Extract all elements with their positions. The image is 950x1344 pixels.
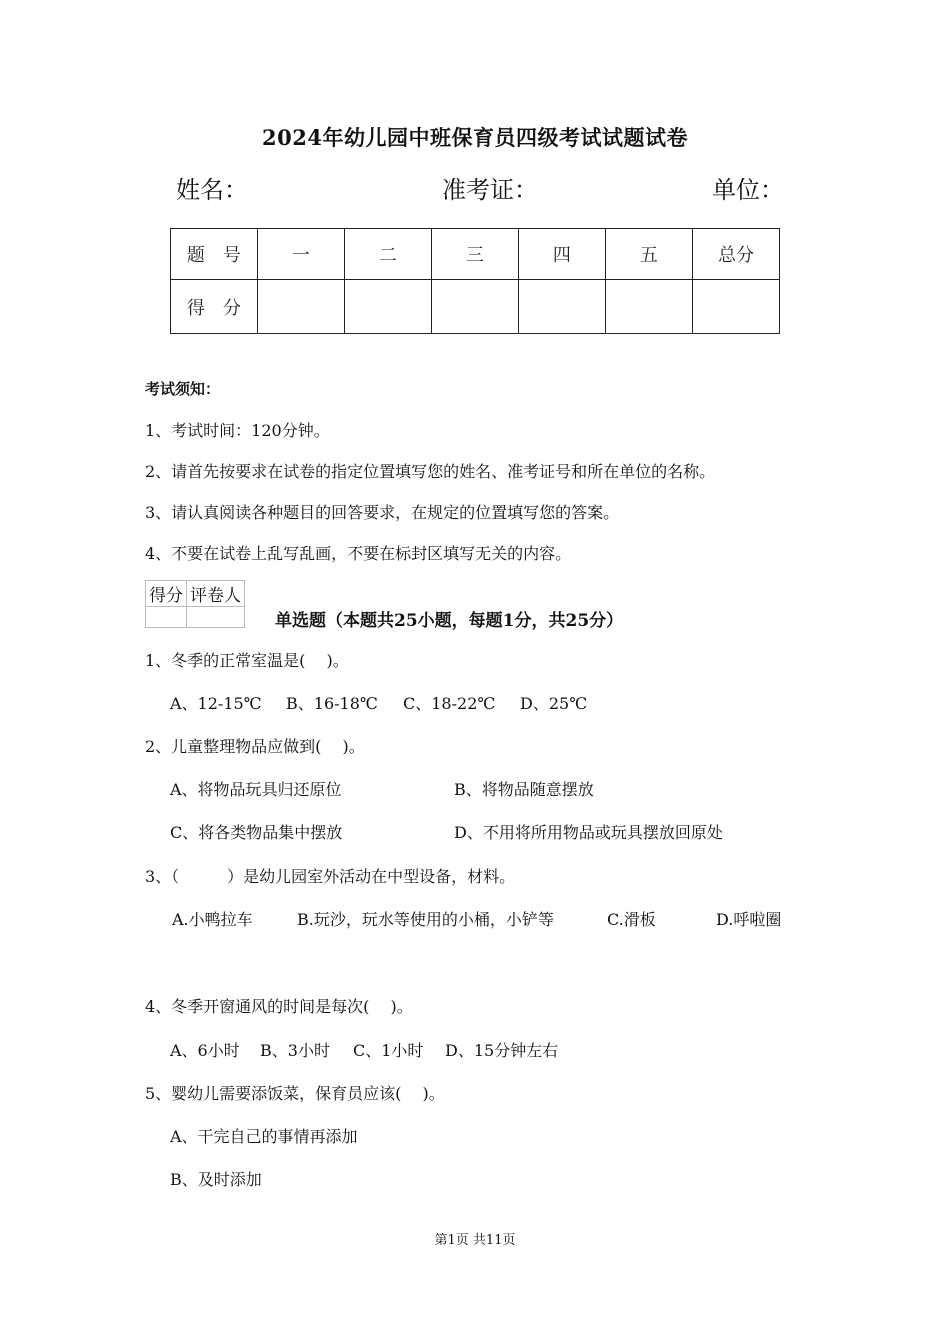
score-table-header-cell: 五	[605, 229, 692, 280]
grader-name-cell	[187, 607, 245, 628]
grader-box	[145, 580, 245, 628]
score-input-cell	[692, 280, 779, 334]
question-option: C.滑板	[607, 910, 656, 929]
score-table-header-cell: 三	[431, 229, 518, 280]
page-footer: 第1页 共11页	[434, 1233, 516, 1248]
question-option: B、16-18℃	[286, 694, 378, 713]
grader-score-cell	[146, 607, 187, 628]
score-table-score-row	[171, 280, 780, 334]
question-option: B、将物品随意摆放	[454, 780, 594, 799]
question-stem: 2、儿童整理物品应做到( )。	[145, 737, 365, 756]
grader-name-label: 评卷人	[187, 581, 245, 607]
score-table-header-cell: 一	[257, 229, 344, 280]
score-input-cell	[257, 280, 344, 334]
score-input-cell	[518, 280, 605, 334]
question-option: C、18-22℃	[403, 694, 496, 713]
score-input-cell	[605, 280, 692, 334]
score-table-header-cell: 题 号	[171, 229, 258, 280]
question-option: A、将物品玩具归还原位	[170, 780, 342, 799]
score-table-header-cell: 四	[518, 229, 605, 280]
score-table-header-cell: 二	[344, 229, 431, 280]
question-option: D、15分钟左右	[445, 1041, 559, 1060]
section-title: 单选题（本题共25小题，每题1分，共25分）	[275, 611, 624, 631]
question-option: D.呼啦圈	[716, 910, 782, 929]
score-input-cell	[344, 280, 431, 334]
notice-item: 1、考试时间：120分钟。	[145, 421, 330, 440]
question-option: D、不用将所用物品或玩具摆放回原处	[454, 823, 723, 842]
question-option: C、将各类物品集中摆放	[170, 823, 343, 842]
notice-heading: 考试须知：	[145, 380, 221, 398]
question-stem: 4、冬季开窗通风的时间是每次( )。	[145, 997, 413, 1016]
question-stem: 1、冬季的正常室温是( )。	[145, 651, 349, 670]
score-table-header-cell: 总分	[692, 229, 779, 280]
score-table	[170, 228, 780, 334]
score-row-label: 得 分	[171, 280, 258, 334]
question-option: A、干完自己的事情再添加	[170, 1127, 358, 1146]
exam-id-field-label: 准考证：	[442, 176, 538, 204]
question-stem: 3、（ ）是幼儿园室外活动在中型设备，材料。	[145, 867, 516, 886]
question-option: B、及时添加	[170, 1170, 262, 1189]
notice-item: 2、请首先按要求在试卷的指定位置填写您的姓名、准考证号和所在单位的名称。	[145, 462, 716, 481]
question-option: A、12-15℃	[170, 694, 262, 713]
score-table-header-row	[171, 229, 780, 280]
question-option: A.小鸭拉车	[172, 910, 253, 929]
question-option: A、6小时	[170, 1041, 240, 1060]
unit-field-label: 单位：	[712, 176, 784, 204]
notice-item: 4、不要在试卷上乱写乱画，不要在标封区填写无关的内容。	[145, 544, 572, 563]
question-option: B、3小时	[260, 1041, 330, 1060]
score-input-cell	[431, 280, 518, 334]
question-option: C、1小时	[353, 1041, 424, 1060]
question-option: D、25℃	[520, 694, 588, 713]
exam-title: 2024年幼儿园中班保育员四级考试试题试卷	[262, 125, 688, 150]
grader-score-label: 得分	[146, 581, 187, 607]
question-option: B.玩沙，玩水等使用的小桶，小铲等	[297, 910, 554, 929]
name-field-label: 姓名：	[176, 176, 248, 204]
notice-item: 3、请认真阅读各种题目的回答要求，在规定的位置填写您的答案。	[145, 503, 620, 522]
question-stem: 5、婴幼儿需要添饭菜，保育员应该( )。	[145, 1084, 445, 1103]
